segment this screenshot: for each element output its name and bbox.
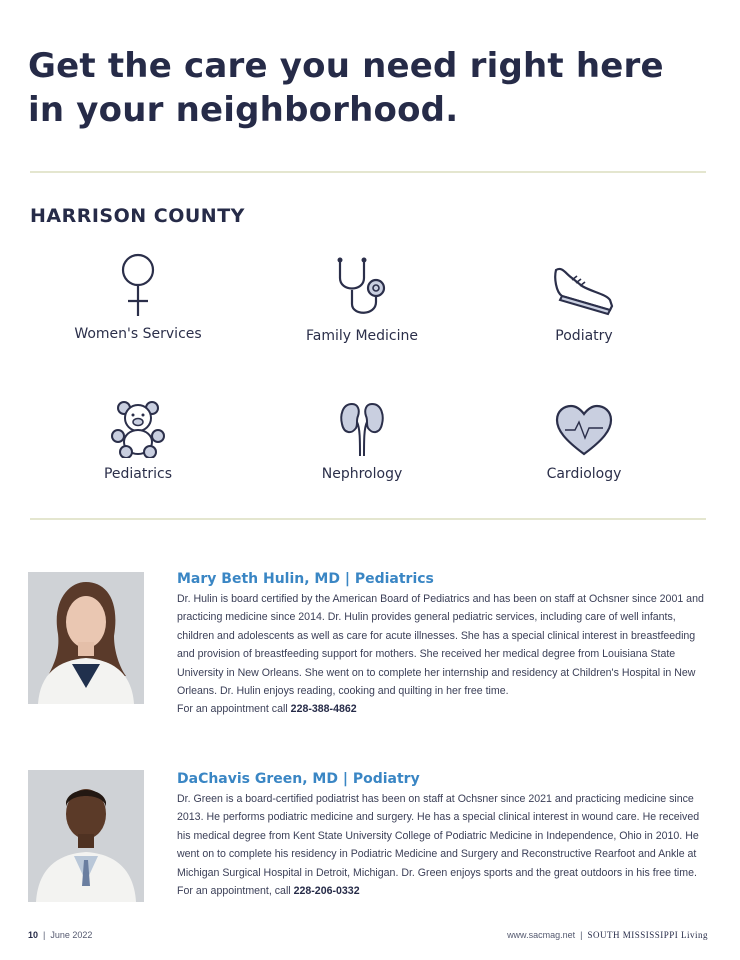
page-number: 10 [28,930,39,940]
service-pediatrics [38,400,238,482]
portrait-image [28,572,144,704]
stethoscope-icon [332,256,392,320]
issue-date: June 2022 [50,930,93,940]
kidneys-icon [338,400,386,458]
headline-line-2: in your neighborhood. [28,90,459,130]
phone-number[interactable]: 228-206-0332 [293,885,360,898]
service-label: Nephrology [321,466,403,482]
service-label: Pediatrics [103,466,173,482]
doctor-bio: Dr. Green is a board-certified podiatrist has been on staff at Ochsner since 2021 and practicing medicine since 2013. He performs podiatric medicine and surgery. He has a special clinical interest in wound care. He received his medical degree from Kent State University College of Podiatric Medicine in Independence, Ohio in 2010. He went on to complete his residency in Podiatric Medicine and Surgery and Reconstructive Rearfoot and Ankle at Michigan Surgical Hospital in Detroit, Michigan. Dr. Green enjoys sports and the great outdoors in his free time. [177,793,700,879]
doctor-name: DaChavis Green, MD | Podiatry [177,771,420,787]
divider-bottom [30,518,706,520]
doctor-appointment [177,882,705,900]
doctor-appointment [177,700,705,718]
appointment-label: For an appointment, call [177,885,291,898]
sneaker-icon [552,256,616,320]
doctor-profile-green [177,770,705,900]
footer-url[interactable]: www.sacmag.net [507,930,576,940]
teddy-bear-icon [110,400,166,458]
service-label: Podiatry [555,328,613,344]
doctor-photo-hulin [28,572,144,704]
service-cardiology [484,404,684,482]
footer-left [28,930,92,940]
page-footer [28,928,708,944]
headline-line-1: Get the care you need right here [28,46,664,86]
phone-number[interactable]: 228-388-4862 [290,703,357,716]
doctor-photo-green [28,770,144,902]
service-womens-services [38,252,238,342]
appointment-label: For an appointment call [177,703,288,716]
service-family-medicine [262,256,462,344]
page-headline [28,44,718,132]
service-label: Family Medicine [305,328,419,344]
footer-separator: | [577,930,585,940]
service-label: Cardiology [546,466,622,482]
service-label: Women's Services [74,326,202,342]
divider-top [30,171,706,173]
doctor-profile-hulin [177,570,705,719]
portrait-image [28,770,144,902]
heart-icon [555,404,613,458]
magazine-name: SOUTH MISSISSIPPI Living [587,930,708,940]
county-heading: HARRISON COUNTY [30,205,245,227]
female-symbol-icon [118,252,158,318]
footer-separator: | [40,930,48,940]
service-podiatry [484,256,684,344]
doctor-bio: Dr. Hulin is board certified by the American Board of Pediatrics and has been on staff at Ochsner since 2001 and practicing medicine since 2014. Dr. Hulin provides general pediatric services, including care of well infants, children and adolescents as well as care for acute illnesses. She has a special clinical interest in breastfeeding and provision of breastfeeding support for mothers. She received her medical degree from Louisiana State University in New Orleans. She went on to complete her internship and residency at Children's Hospital in New Orleans. Dr. Hulin enjoys reading, cooking and quilting in her free time. [177,593,704,698]
service-nephrology [262,400,462,482]
footer-right [507,930,708,940]
doctor-name: Mary Beth Hulin, MD | Pediatrics [177,571,434,587]
